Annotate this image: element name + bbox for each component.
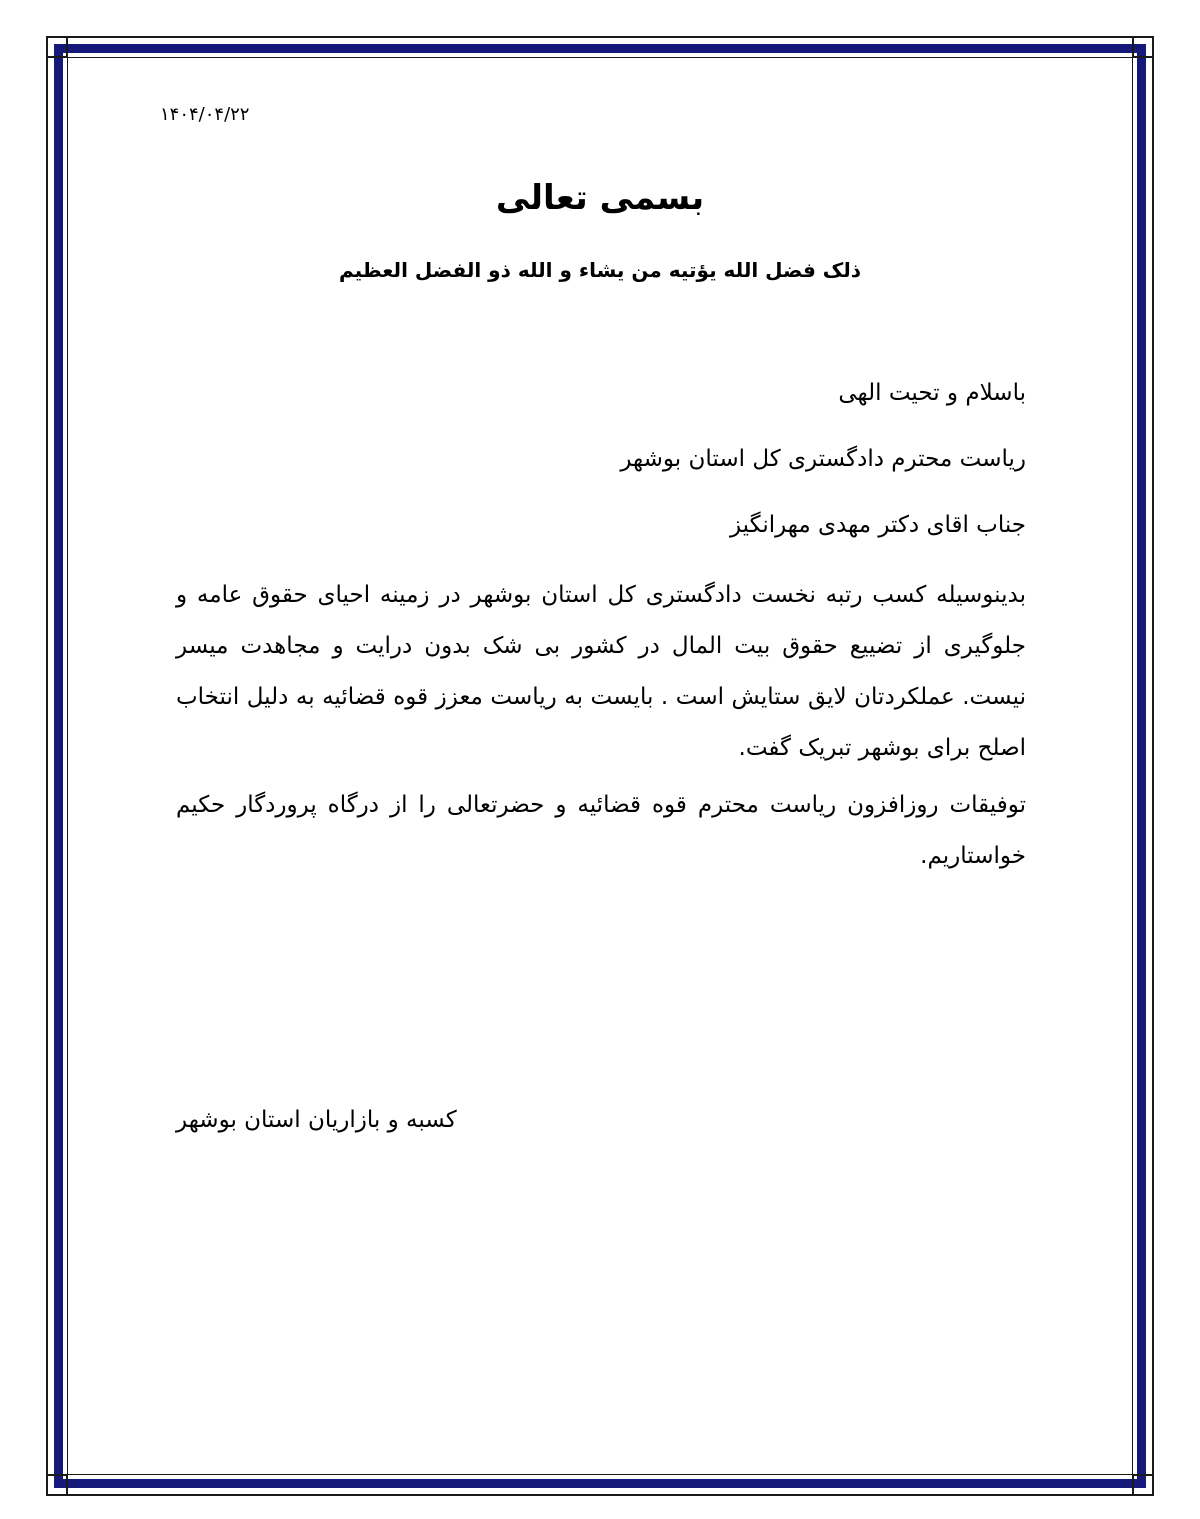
letter-body (176, 372, 1026, 888)
signature: کسبه و بازاریان استان بوشهر (176, 1107, 457, 1133)
recipient-title: ریاست محترم دادگستری کل استان بوشهر (620, 446, 1026, 472)
corner-ornament-top-left (46, 36, 68, 58)
corner-ornament-bottom-right (1132, 1474, 1154, 1496)
body-paragraph-1: بدینوسیله کسب رتبه نخست دادگستری کل استان بوشهر در زمینه احیای حقوق عامه و جلوگیری از تضییع حقوق بیت المال در کشور بی شک بدون درایت و مجاهدت میسر نیست. عملکردتان لایق ستایش است . بایست به ریاست معزز قوه قضائیه به دلیل انتخاب اصلح برای بوشهر تبریک گفت. (176, 582, 1026, 761)
letter-heading: بسمی تعالی (495, 178, 705, 218)
corner-ornament-bottom-left (46, 1474, 68, 1496)
body-paragraph-2: توفیقات روزافزون ریاست محترم قوه قضائیه و حضرتعالی را از درگاه پروردگار حکیم خواستاریم. (176, 792, 1026, 869)
greeting: باسلام و تحیت الهی (838, 380, 1026, 406)
quran-verse: ذلک فضل الله یؤتیه من یشاء و الله ذو الفضل العظیم (338, 258, 862, 282)
letter-date: ۱۴۰۴/۰۴/۲۲ (160, 104, 250, 125)
corner-ornament-top-right (1132, 36, 1154, 58)
recipient-name: جناب اقای دکتر مهدی مهرانگیز (729, 512, 1026, 538)
